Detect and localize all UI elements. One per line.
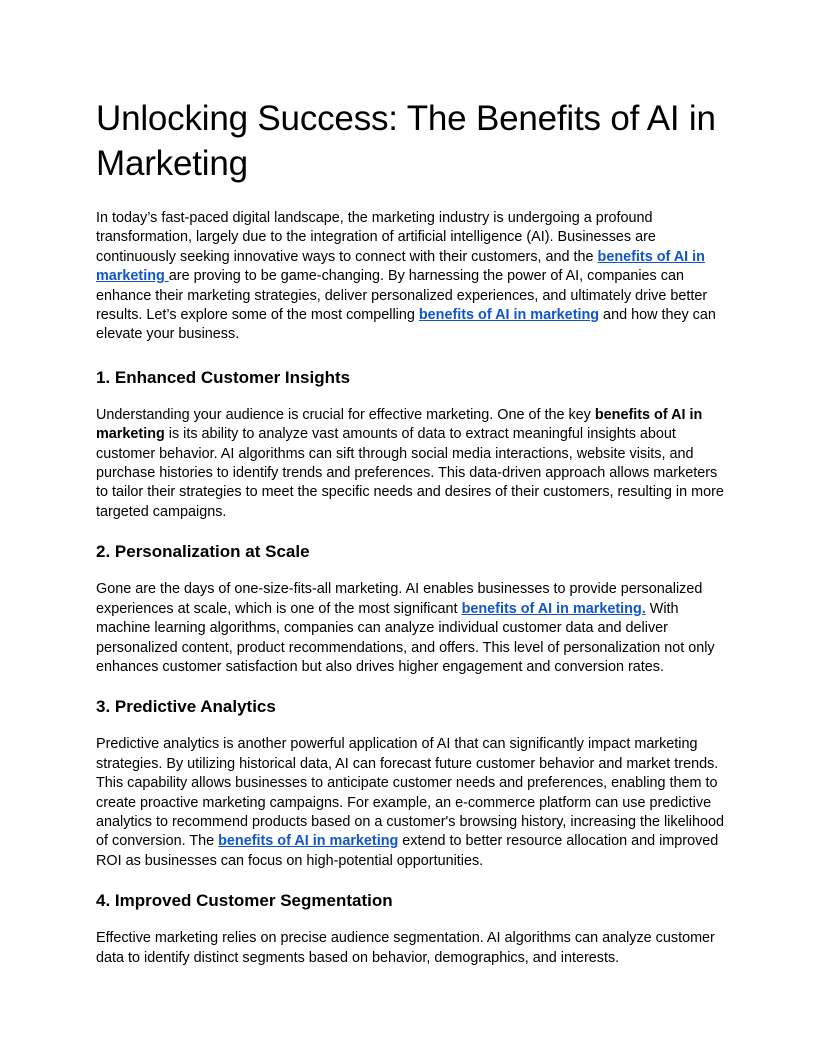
document-page bbox=[96, 96, 726, 987]
page-title: Unlocking Success: The Benefits of AI in Marketing bbox=[96, 99, 716, 183]
intro-paragraph bbox=[96, 209, 726, 345]
section-2-heading: 2. Personalization at Scale bbox=[96, 542, 310, 562]
section-4-heading: 4. Improved Customer Segmentation bbox=[96, 891, 393, 911]
section-4-paragraph bbox=[96, 929, 726, 968]
section-2-paragraph bbox=[96, 580, 726, 677]
section-2-link[interactable]: benefits of AI in marketing. bbox=[461, 600, 646, 617]
section-3-link[interactable]: benefits of AI in marketing bbox=[218, 833, 399, 850]
section-3-paragraph bbox=[96, 735, 726, 871]
intro-link-2[interactable]: benefits of AI in marketing bbox=[418, 307, 600, 324]
section-1-bold: benefits of AI in marketing bbox=[96, 406, 703, 443]
section-1-text-1: Understanding your audience is crucial for effective marketing. One of the key bbox=[96, 406, 595, 423]
section-3-heading: 3. Predictive Analytics bbox=[96, 697, 276, 717]
intro-text-2: are proving to be game-changing. By harnessing the power of AI, companies can enhance their marketing strategies, deliver personalized experiences, and ultimately drive better results. Let’s explore some of the most compelling bbox=[96, 268, 708, 324]
section-1-paragraph bbox=[96, 406, 726, 522]
section-2-text-2: With machine learning algorithms, companies can analyze individual customer data and deliver personalized content, product recommendations, and offers. This level of personalization not only enhances customer satisfaction but also drives higher engagement and conversion rates. bbox=[96, 600, 715, 675]
intro-text-3: and how they can elevate your business. bbox=[96, 307, 716, 343]
section-3-text-2: extend to better resource allocation and improved ROI as businesses can focus on high-potential opportunities. bbox=[96, 833, 719, 869]
section-3-text-1: Predictive analytics is another powerful application of AI that can significantly impact marketing strategies. By utilizing historical data, AI can forecast future customer behavior and market trends. This capability allows businesses to anticipate customer needs and preferences, enabling them to create proactive marketing campaigns. For example, an e-commerce platform can use predictive analytics to recommend products based on a customer's browsing history, increasing the likelihood of conversion. The bbox=[96, 736, 724, 850]
section-4-text-1: Effective marketing relies on precise audience segmentation. AI algorithms can analyze customer data to identify distinct segments based on behavior, demographics, and interests. bbox=[96, 930, 715, 966]
section-2-text-1: Gone are the days of one-size-fits-all marketing. AI enables businesses to provide personalized experiences at scale, which is one of the most significant bbox=[96, 581, 703, 617]
intro-text-1: In today’s fast-paced digital landscape, the marketing industry is undergoing a profound transformation, largely due to the integration of artificial intelligence (AI). Businesses are continuously seeking innovative ways to connect with their customers, and the bbox=[96, 210, 656, 265]
section-1-text-2: is its ability to analyze vast amounts of data to extract meaningful insights about customer behavior. AI algorithms can sift through social media interactions, website visits, and purchase histories to identify trends and preferences. This data-driven approach allows marketers to tailor their strategies to meet the specific needs and desires of their customers, resulting in more targeted campaigns. bbox=[96, 426, 724, 520]
intro-link-1[interactable]: benefits of AI in marketing bbox=[96, 248, 705, 285]
section-1-heading: 1. Enhanced Customer Insights bbox=[96, 367, 351, 387]
